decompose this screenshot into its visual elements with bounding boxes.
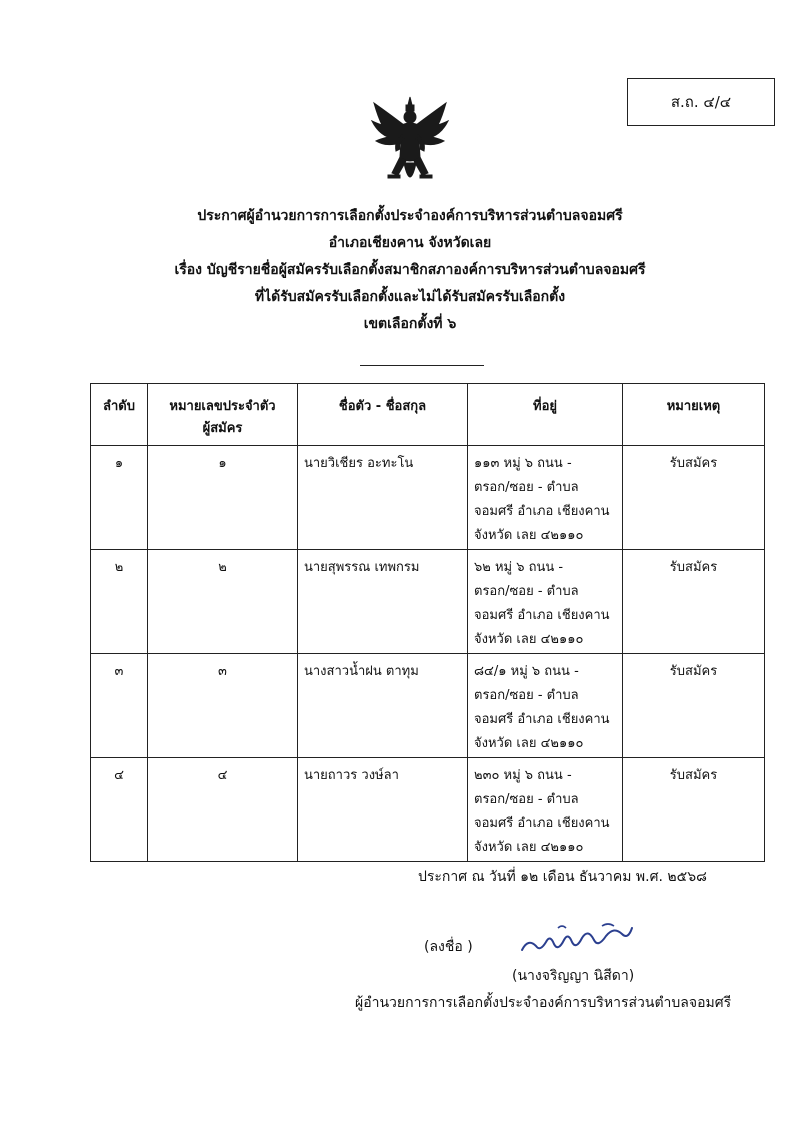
cell-order: ๑ [91,446,148,550]
address-line: จังหวัด เลย ๔๒๑๑๐ [474,632,584,647]
signer-name: (นางจริญญา นิสีดา) [512,968,635,984]
form-code: ส.ถ. ๔/๔ [670,93,732,111]
announcement-header [150,203,670,338]
cell-order: ๔ [91,758,148,862]
cell-name: นางสาวน้ำฝน ตาทุม [298,654,468,758]
address-line: จังหวัด เลย ๔๒๑๑๐ [474,736,584,751]
address-line: ตรอก/ซอย - ตำบล [474,480,579,495]
cell-order: ๓ [91,654,148,758]
address-line: ๑๑๓ หมู่ ๖ ถนน - [474,456,572,471]
address-line: จังหวัด เลย ๔๒๑๑๐ [474,528,584,543]
signer-title: ผู้อำนวยการการเลือกตั้งประจำองค์การบริหารส่วนตำบลจอมศรี [355,995,732,1011]
table-row [91,654,765,758]
cell-name: นายวิเชียร อะทะโน [298,446,468,550]
cell-address [468,446,623,550]
cell-name: นายถาวร วงษ์ลา [298,758,468,862]
cell-number: ๑ [148,446,298,550]
cell-number: ๔ [148,758,298,862]
announcement-date: ประกาศ ณ วันที่ ๑๒ เดือน ธันวาคม พ.ศ. ๒๕๖๘ [418,869,707,885]
cell-number: ๒ [148,550,298,654]
garuda-emblem-icon [368,95,452,195]
address-line: จอมศรี อำเภอ เชียงคาน [474,608,610,623]
address-line: จอมศรี อำเภอ เชียงคาน [474,504,610,519]
col-header-name: ชื่อตัว - ชื่อสกุล [298,384,468,446]
cell-note: รับสมัคร [623,654,765,758]
candidate-table [90,383,765,862]
col-header-note: หมายเหตุ [623,384,765,446]
address-line: ตรอก/ซอย - ตำบล [474,792,579,807]
header-subject: เรื่อง บัญชีรายชื่อผู้สมัครรับเลือกตั้งสมาชิกสภาองค์การบริหารส่วนตำบลจอมศรี [174,262,646,278]
cell-name: นายสุพรรณ เทพกรม [298,550,468,654]
header-district: อำเภอเชียงคาน จังหวัดเลย [328,235,492,251]
header-divider [360,365,484,366]
col-header-number-line2: ผู้สมัคร [202,421,243,436]
cell-address [468,550,623,654]
address-line: ๘๔/๑ หมู่ ๖ ถนน - [474,664,579,679]
col-header-number-line1: หมายเลขประจำตัว [169,399,276,414]
col-header-address: ที่อยู่ [468,384,623,446]
table-row [91,550,765,654]
col-header-number [148,384,298,446]
cell-order: ๒ [91,550,148,654]
signature-label: (ลงชื่อ ) [424,939,473,955]
cell-note: รับสมัคร [623,550,765,654]
address-line: จอมศรี อำเภอ เชียงคาน [474,712,610,727]
form-code-box [627,78,775,126]
table-row [91,758,765,862]
handwritten-signature-icon [518,920,636,962]
address-line: ตรอก/ซอย - ตำบล [474,688,579,703]
cell-note: รับสมัคร [623,446,765,550]
table-header-row [91,384,765,446]
col-header-order: ลำดับ [91,384,148,446]
address-line: ๒๓๐ หมู่ ๖ ถนน - [474,768,572,783]
cell-address [468,758,623,862]
header-constituency: เขตเลือกตั้งที่ ๖ [363,316,457,332]
address-line: จอมศรี อำเภอ เชียงคาน [474,816,610,831]
address-line: ตรอก/ซอย - ตำบล [474,584,579,599]
cell-note: รับสมัคร [623,758,765,862]
cell-address [468,654,623,758]
table-row [91,446,765,550]
address-line: จังหวัด เลย ๔๒๑๑๐ [474,840,584,855]
header-subject-cont: ที่ได้รับสมัครรับเลือกตั้งและไม่ได้รับสมัครรับเลือกตั้ง [254,289,566,305]
header-title: ประกาศผู้อำนวยการการเลือกตั้งประจำองค์การบริหารส่วนตำบลจอมศรี [197,208,623,224]
address-line: ๖๒ หมู่ ๖ ถนน - [474,560,564,575]
cell-number: ๓ [148,654,298,758]
